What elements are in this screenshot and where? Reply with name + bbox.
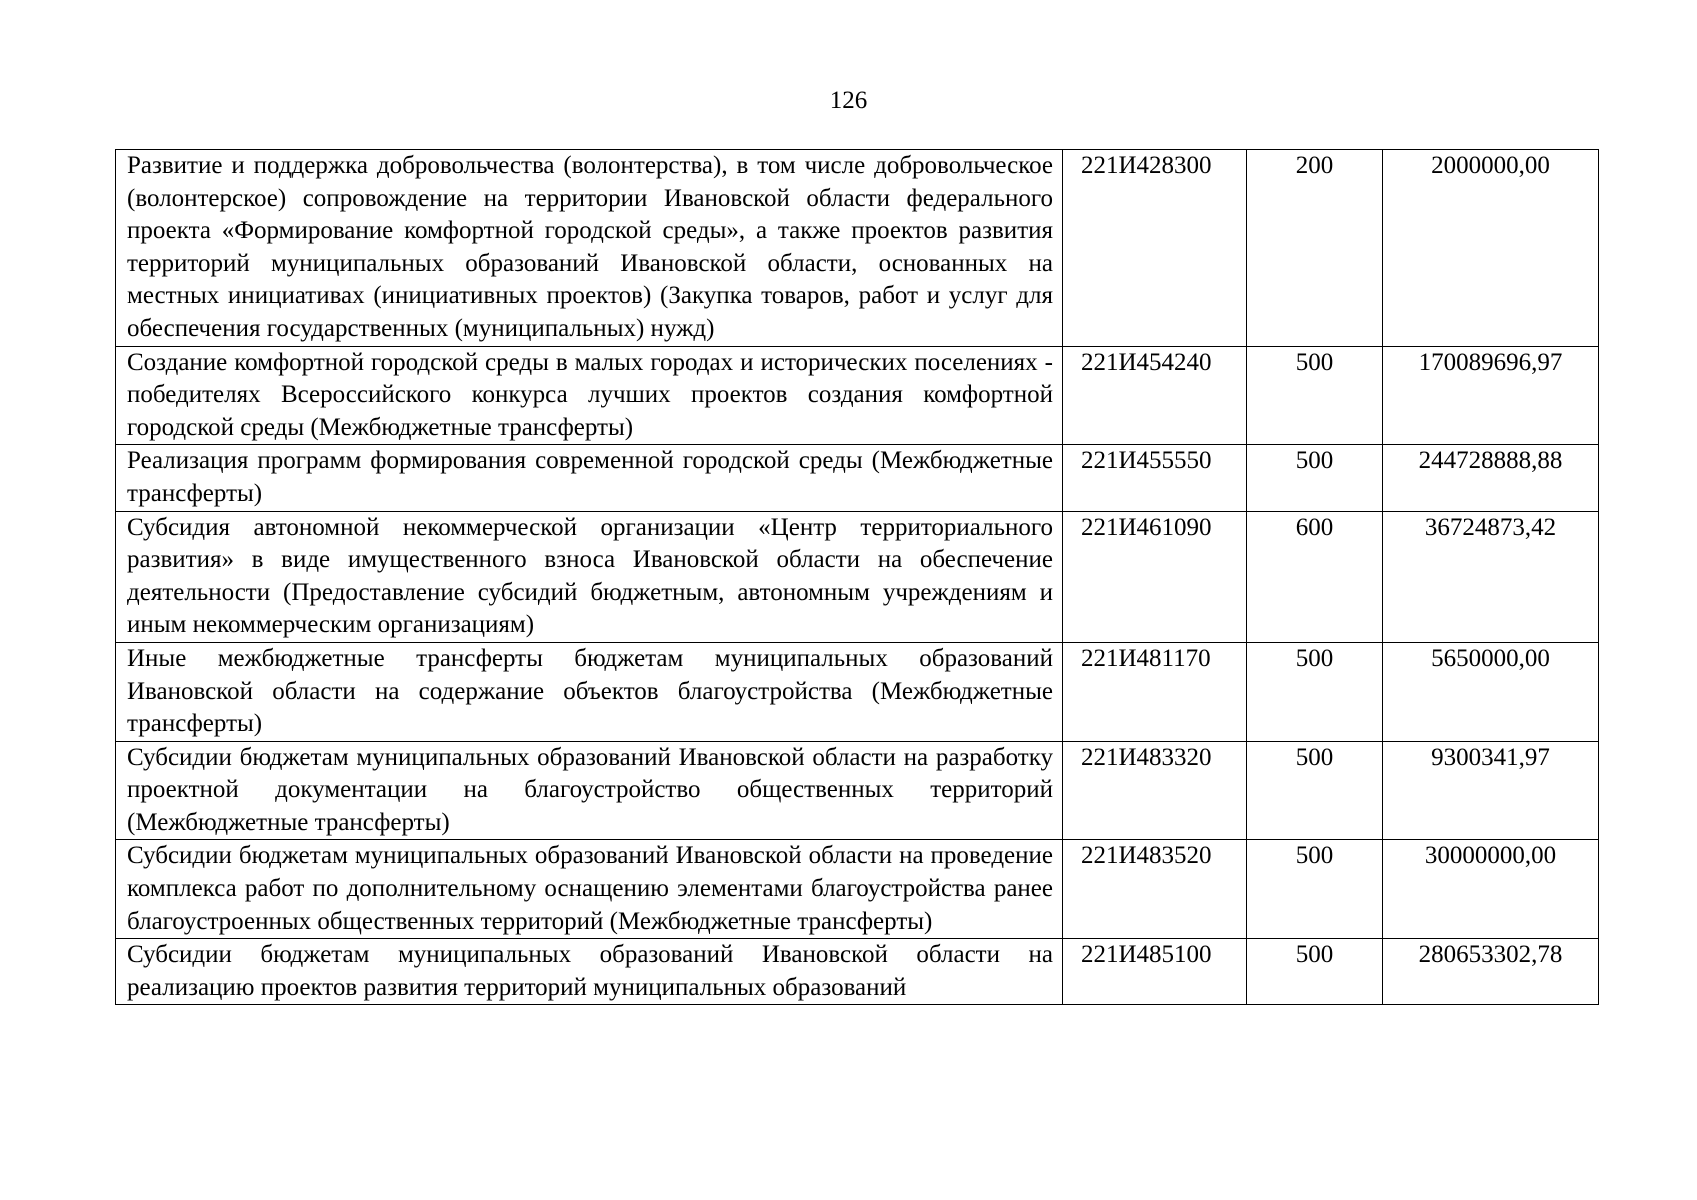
row-name-cell: Развитие и поддержка добровольчества (волонтерства), в том числе добровольческое (волонтерское) сопровождение на территории Ивановской области федерального проекта «Формирование комфортной городской среды», а также проектов развития территорий муниципальных образований Ивановской области, основанных на местных инициативах (инициативных проектов) (Закупка товаров, работ и услуг для обеспечения государственных (муниципальных) нужд): [116, 150, 1063, 347]
row-type-cell: 500: [1247, 939, 1383, 1005]
row-sum-cell: 280653302,78: [1383, 939, 1599, 1005]
row-type-cell: 500: [1247, 642, 1383, 741]
table-row: [116, 642, 1599, 741]
row-code-cell: 221И483320: [1063, 741, 1247, 840]
row-type-cell: 500: [1247, 346, 1383, 445]
row-name-cell: Иные межбюджетные трансферты бюджетам муниципальных образований Ивановской области на содержание объектов благоустройства (Межбюджетные трансферты): [116, 642, 1063, 741]
row-type-cell: 500: [1247, 840, 1383, 939]
row-code-cell: 221И481170: [1063, 642, 1247, 741]
row-name-cell: Реализация программ формирования современной городской среды (Межбюджетные трансферты): [116, 445, 1063, 511]
row-name-cell: Субсидии бюджетам муниципальных образований Ивановской области на реализацию проектов развития территорий муниципальных образований: [116, 939, 1063, 1005]
row-sum-cell: 36724873,42: [1383, 511, 1599, 642]
row-sum-cell: 170089696,97: [1383, 346, 1599, 445]
table-row: [116, 346, 1599, 445]
budget-table: [115, 149, 1599, 1005]
table-row: [116, 511, 1599, 642]
row-sum-cell: 9300341,97: [1383, 741, 1599, 840]
row-name-cell: Субсидии бюджетам муниципальных образований Ивановской области на разработку проектной документации на благоустройство общественных территорий (Межбюджетные трансферты): [116, 741, 1063, 840]
row-code-cell: 221И461090: [1063, 511, 1247, 642]
row-type-cell: 200: [1247, 150, 1383, 347]
row-type-cell: 500: [1247, 741, 1383, 840]
row-code-cell: 221И428300: [1063, 150, 1247, 347]
row-code-cell: 221И454240: [1063, 346, 1247, 445]
page-number: 126: [829, 87, 868, 114]
row-code-cell: 221И485100: [1063, 939, 1247, 1005]
row-type-cell: 600: [1247, 511, 1383, 642]
row-code-cell: 221И483520: [1063, 840, 1247, 939]
table-row: [116, 150, 1599, 347]
table-row: [116, 445, 1599, 511]
row-type-cell: 500: [1247, 445, 1383, 511]
table-row: [116, 741, 1599, 840]
row-name-cell: Создание комфортной городской среды в малых городах и исторических поселениях - победителях Всероссийского конкурса лучших проектов создания комфортной городской среды (Межбюджетные трансферты): [116, 346, 1063, 445]
row-sum-cell: 5650000,00: [1383, 642, 1599, 741]
row-sum-cell: 244728888,88: [1383, 445, 1599, 511]
table-row: [116, 939, 1599, 1005]
table-row: [116, 840, 1599, 939]
row-sum-cell: 2000000,00: [1383, 150, 1599, 347]
row-sum-cell: 30000000,00: [1383, 840, 1599, 939]
row-name-cell: Субсидия автономной некоммерческой организации «Центр территориального развития» в виде имущественного взноса Ивановской области на обеспечение деятельности (Предоставление субсидий бюджетным, автономным учреждениям и иным некоммерческим организациям): [116, 511, 1063, 642]
row-name-cell: Субсидии бюджетам муниципальных образований Ивановской области на проведение комплекса работ по дополнительному оснащению элементами благоустройства ранее благоустроенных общественных территорий (Межбюджетные трансферты): [116, 840, 1063, 939]
row-code-cell: 221И455550: [1063, 445, 1247, 511]
